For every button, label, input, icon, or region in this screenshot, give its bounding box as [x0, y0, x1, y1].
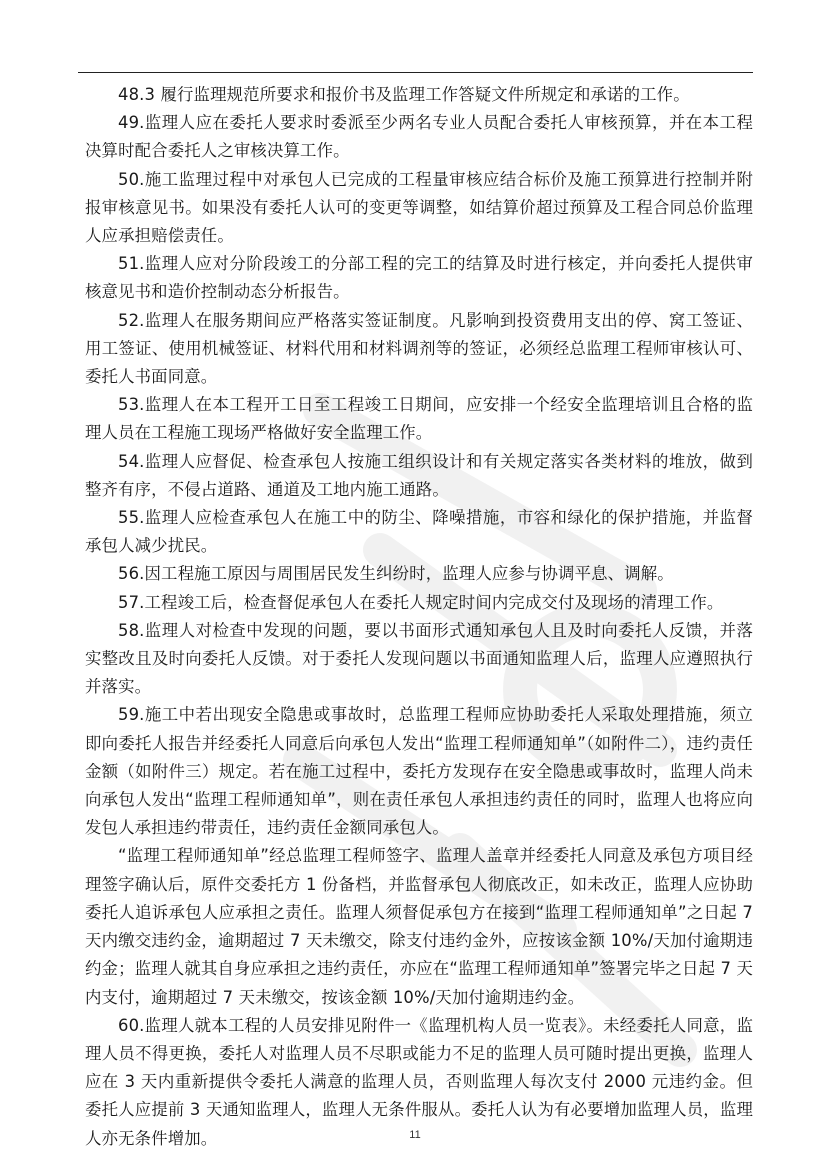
- paragraph-54: 54.监理人应督促、检查承包人按施工组织设计和有关规定落实各类材料的堆放，做到整齐有序，不侵占道路、通道及工地内施工通路。: [85, 451, 753, 499]
- paragraph-53: 53.监理人在本工程开工日至工程竣工日期间，应安排一个经安全监理培训且合格的监理人员在工程施工现场严格做好安全监理工作。: [85, 395, 753, 443]
- paragraph-51: 51.监理人应对分阶段竣工的分部工程的完工的结算及时进行核定，并向委托人提供审核意见书和造价控制动态分析报告。: [85, 254, 753, 302]
- paragraph-58: 58.监理人对检查中发现的问题，要以书面形式通知承包人且及时向委托人反馈，并落实整改且及时向委托人反馈。对于委托人发现问题以书面通知监理人后，监理人应遵照执行并落实。: [85, 620, 753, 697]
- paragraph-52: 52.监理人在服务期间应严格落实签证制度。凡影响到投资费用支出的停、窝工签证、用工签证、使用机械签证、材料代用和材料调剂等的签证，必须经总监理工程师审核认可、委托人书面同意。: [85, 310, 753, 387]
- paragraph-56: 56.因工程施工原因与周围居民发生纠纷时，监理人应参与协调平息、调解。: [118, 564, 674, 584]
- paragraph-57: 57.工程竣工后，检查督促承包人在委托人规定时间内完成交付及现场的清理工作。: [118, 592, 724, 612]
- paragraph-59-notice: “监理工程师通知单”经总监理工程师签字、监理人盖章并经委托人同意及承包方项目经理签字确认后，原件交委托方 1 份备档，并监督承包人彻底改正，如未改正，监理人应协助委托人追诉承包人应承担之责任。监理人须督促承包方在接到“监理工程师通知单”之日起 7 天内缴交违约金，逾期超过 7 天未缴交，除支付违约金外，应按该金额 10%/天加付逾期违约金；监理人就其自身应承担之违约责任，亦应在“监理工程师通知单”签署完毕之日起 7 天内支付，逾期超过 7 天未缴交，按该金额 10%/天加付逾期违约金。: [85, 846, 753, 1007]
- paragraph-50: 50.施工监理过程中对承包人已完成的工程量审核应结合标价及施工预算进行控制并附报审核意见书。如果没有委托人认可的变更等调整，如结算价超过预算及工程合同总价监理人应承担赔偿责任。: [85, 169, 753, 246]
- paragraph-59: 59.施工中若出现安全隐患或事故时，总监理工程师应协助委托人采取处理措施，须立即向委托人报告并经委托人同意后向承包人发出“监理工程师通知单”（如附件二），违约责任金额（如附件三）规定。若在施工过程中，委托方发现存在安全隐患或事故时，监理人尚未向承包人发出“监理工程师通知单”，则在责任承包人承担违约责任的同时，监理人也将应向发包人承担违约带责任，违约责任金额同承包人。: [85, 705, 753, 838]
- paragraph-60: 60.监理人就本工程的人员安排见附件一《监理机构人员一览表》。未经委托人同意，监理人员不得更换，委托人对监理人员不尽职或能力不足的监理人员可随时提出更换，监理人应在 3 天内重新提供令委托人满意的监理人员，否则监理人每次支付 2000 元违约金。但委托人应提前 3 天通知监理人，监理人无条件服从。委托人认为有必要增加监理人员，监理人亦无条件增加。: [85, 1015, 753, 1148]
- paragraph-49: 49.监理人应在委托人要求时委派至少两名专业人员配合委托人审核预算，并在本工程决算时配合委托人之审核决算工作。: [85, 113, 753, 161]
- page-number: 11: [409, 1129, 421, 1141]
- header-rule: [78, 72, 753, 73]
- paragraph-55: 55.监理人应检查承包人在施工中的防尘、降噪措施，市容和绿化的保护措施，并监督承包人减少扰民。: [85, 508, 753, 556]
- document-body: [85, 81, 753, 1153]
- paragraph-48-3: 48.3 履行监理规范所要求和报价书及监理工作答疑文件所规定和承诺的工作。: [118, 85, 690, 104]
